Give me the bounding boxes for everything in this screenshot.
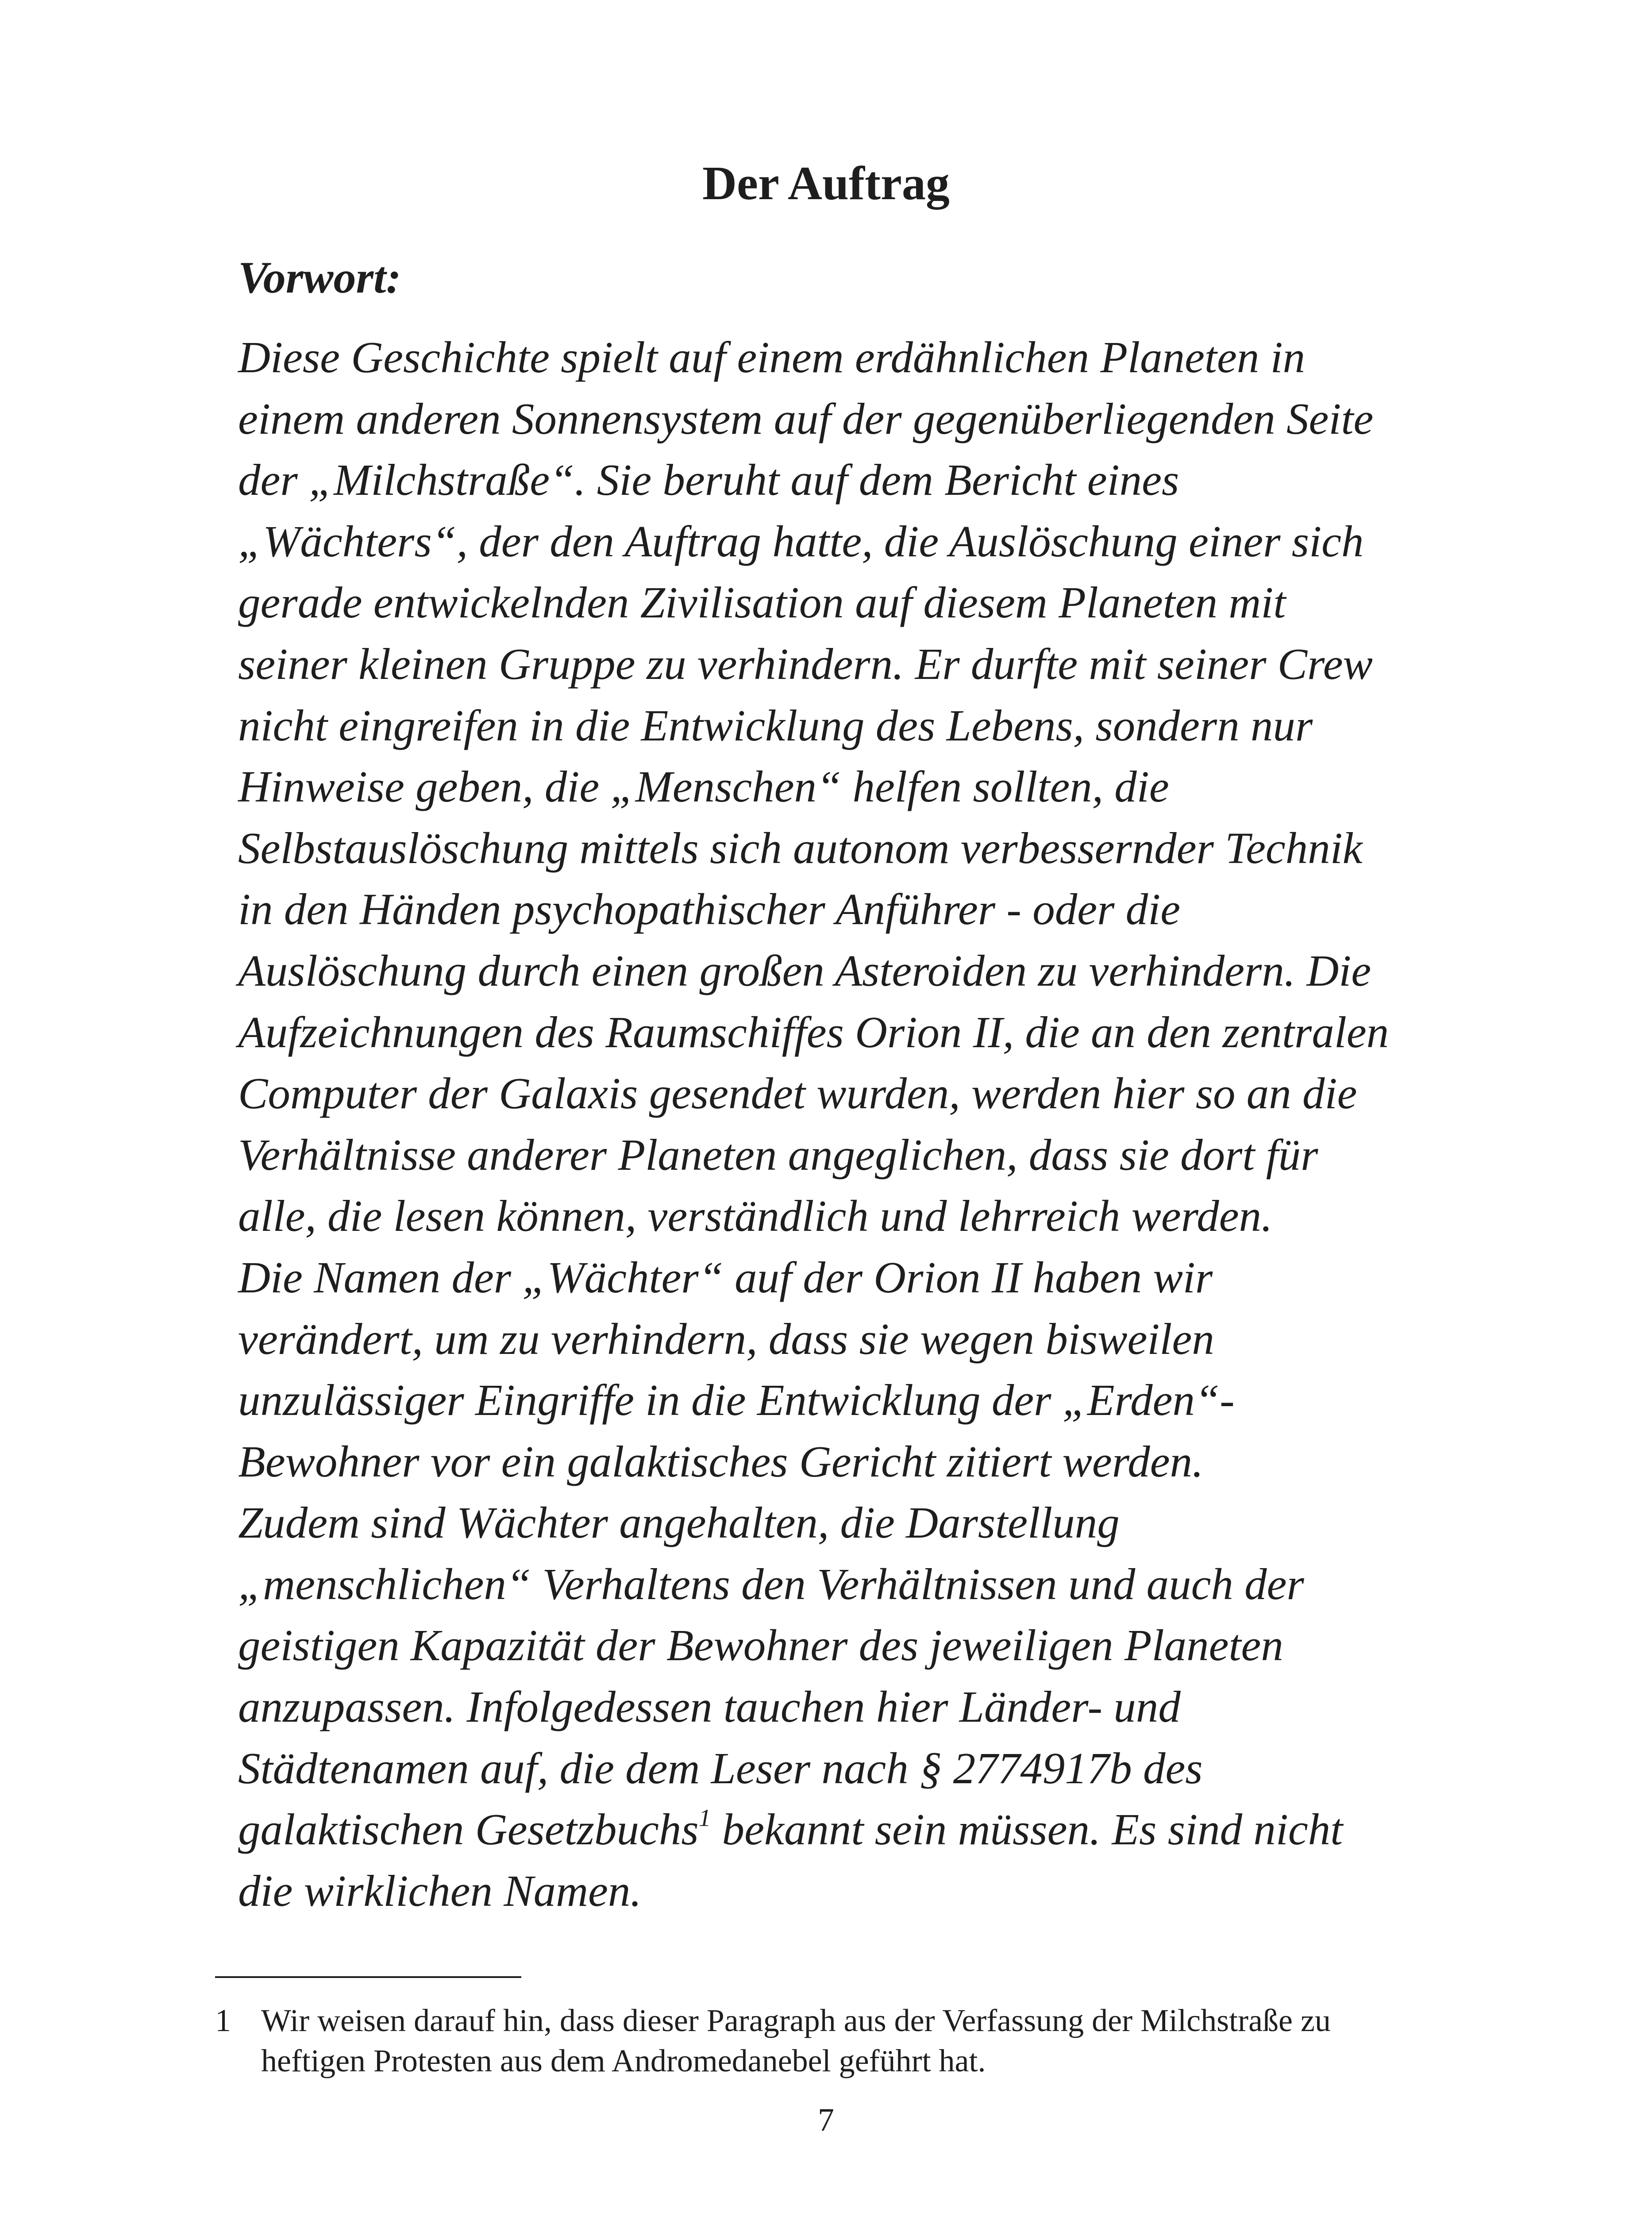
body-line: Diese Geschichte spielt auf einem erdähnlichen Planeten in (238, 332, 1305, 382)
body-line: Auslöschung durch einen großen Asteroiden zu verhindern. Die (238, 945, 1371, 995)
footnote-reference[interactable]: 1 (698, 1804, 711, 1832)
body-line-part: galaktischen Gesetzbuchs (238, 1804, 699, 1854)
body-line: gerade entwickelnden Zivilisation auf diesem Planeten mit (238, 578, 1286, 628)
body-line-with-footnote-ref (238, 1799, 1459, 1860)
body-line-part: bekannt sein müssen. Es sind nicht (711, 1804, 1343, 1854)
body-line: Selbstauslöschung mittels sich autonom verbessernder Technik (238, 823, 1363, 873)
section-heading: Vorwort: (238, 253, 401, 303)
body-line: Bewohner vor ein galaktisches Gericht zitiert werden. (238, 1436, 1204, 1486)
body-line: Aufzeichnungen des Raumschiffes Orion II, die an den zentralen (238, 1007, 1389, 1057)
body-line: geistigen Kapazität der Bewohner des jeweiligen Planeten (238, 1620, 1283, 1670)
body-line: Hinweise geben, die „Menschen“ helfen sollten, die (238, 762, 1169, 812)
body-line: Zudem sind Wächter angehalten, die Darstellung (238, 1498, 1120, 1548)
body-line: „menschlichen“ Verhaltens den Verhältnissen und auch der (238, 1559, 1304, 1609)
chapter-title: Der Auftrag (702, 157, 950, 210)
body-line: anzupassen. Infolgedessen tauchen hier Länder- und (238, 1682, 1181, 1732)
body-line: „Wächters“, der den Auftrag hatte, die Auslöschung einer sich (238, 516, 1364, 566)
footnote-number: 1 (215, 2003, 231, 2038)
body-line: Computer der Galaxis gesendet wurden, werden hier so an die (238, 1068, 1357, 1118)
body-line: unzulässiger Eingriffe in die Entwicklung der „Erden“- (238, 1375, 1235, 1425)
body-line: einem anderen Sonnensystem auf der gegenüberliegenden Seite (238, 393, 1374, 443)
footnote-separator (215, 1976, 521, 1978)
body-line: verändert, um zu verhindern, dass sie wegen bisweilen (238, 1314, 1214, 1364)
body-text (238, 327, 1459, 1921)
body-line: in den Händen psychopathischer Anführer - oder die (238, 884, 1181, 934)
body-line: Städtenamen auf, die dem Leser nach § 2774917b des (238, 1743, 1203, 1793)
footnote-text (261, 2001, 1331, 2081)
page-number: 7 (818, 2102, 834, 2138)
body-line: Die Namen der „Wächter“ auf der Orion II haben wir (238, 1252, 1213, 1302)
body-line: der „Milchstraße“. Sie beruht auf dem Bericht eines (238, 455, 1179, 505)
body-line: Verhältnisse anderer Planeten angeglichen, dass sie dort für (238, 1130, 1318, 1180)
body-line: die wirklichen Namen. (238, 1866, 642, 1916)
body-line: seiner kleinen Gruppe zu verhindern. Er durfte mit seiner Crew (238, 639, 1373, 689)
body-line: alle, die lesen können, verständlich und lehrreich werden. (238, 1191, 1273, 1241)
body-line: nicht eingreifen in die Entwicklung des Lebens, sondern nur (238, 700, 1313, 750)
footnote-line: heftigen Protesten aus dem Andromedanebel geführt hat. (261, 2043, 986, 2078)
footnote-line: Wir weisen darauf hin, dass dieser Paragraph aus der Verfassung der Milchstraße zu (261, 2003, 1331, 2038)
